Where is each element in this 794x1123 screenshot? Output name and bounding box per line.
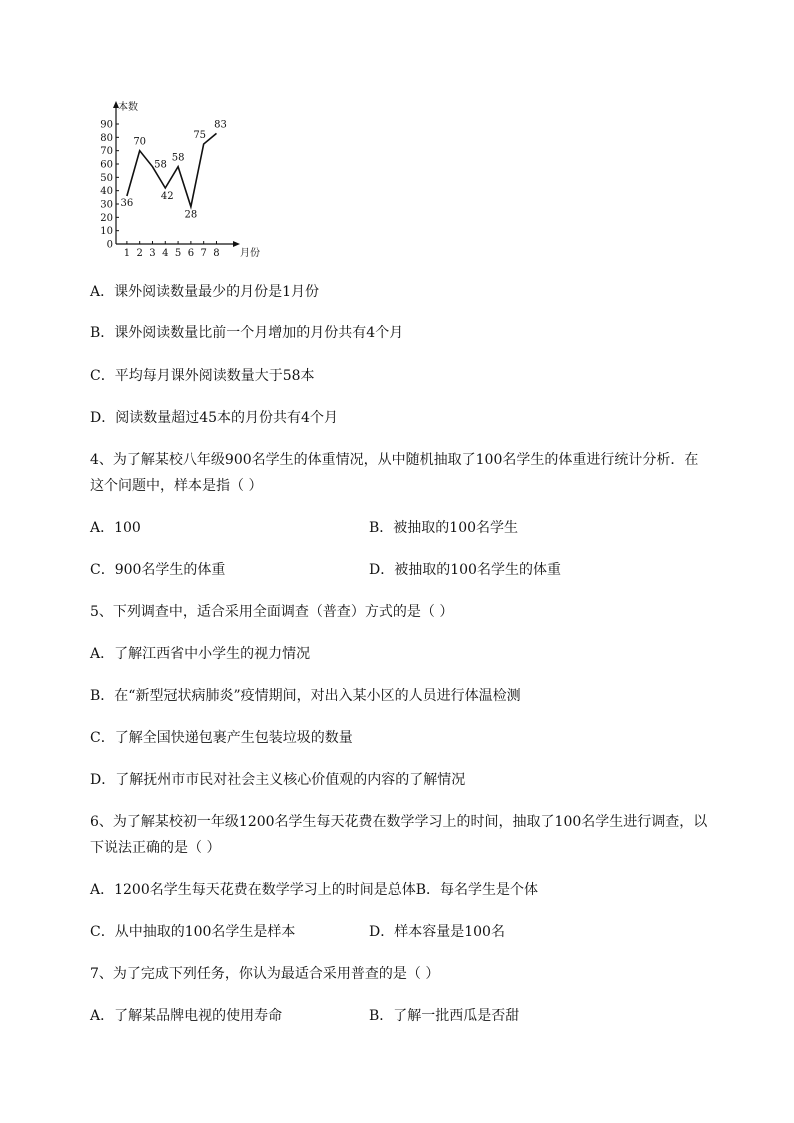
y-tick-label: 50	[100, 172, 113, 184]
y-tick-labels	[100, 120, 113, 251]
data-label: 70	[133, 136, 147, 148]
x-tick-label: 8	[213, 248, 220, 259]
q5-option-d: D．了解抚州市市民对社会主义核心价值观的内容的了解情况	[90, 772, 466, 788]
q4-option-c: C．900名学生的体重	[90, 562, 226, 578]
q7-option-b: B．了解一批西瓜是否甜	[369, 1008, 520, 1024]
y-tick-label: 20	[100, 212, 113, 224]
y-tick-label: 40	[100, 186, 113, 198]
q6-option-ab: A．1200名学生每天花费在数学学习上的时间是总体B．每名学生是个体	[90, 882, 539, 898]
x-tick-label: 7	[200, 248, 207, 259]
x-tick-label: 3	[149, 248, 156, 259]
y-tick-label: 30	[100, 199, 113, 211]
data-label: 36	[120, 198, 134, 209]
x-tick-label: 5	[174, 248, 182, 259]
y-tick-label: 90	[100, 119, 113, 131]
q5-option-b: B．在“新型冠状病肺炎”疫情期间，对出入某小区的人员进行体温检测	[90, 688, 521, 704]
x-axis-label: 月份	[240, 248, 260, 259]
y-axis-label: 本数	[118, 102, 138, 113]
q4-option-b: B．被抽取的100名学生	[369, 520, 519, 536]
q4-option-d: D．被抽取的100名学生的体重	[369, 562, 561, 578]
q4-stem-line1: 4、为了解某校八年级900名学生的体重情况，从中随机抽取了100名学生的体重进行统计分析．在	[90, 452, 699, 468]
x-tick-label: 1	[123, 248, 131, 259]
q3-option-d: D．阅读数量超过45本的月份共有4个月	[90, 410, 338, 426]
q6-option-d: D．样本容量是100名	[369, 924, 505, 940]
y-tick-label: 70	[100, 146, 113, 158]
q6-option-c: C．从中抽取的100名学生是样本	[90, 924, 296, 940]
x-tick-label: 6	[187, 248, 195, 259]
q6-stem-line2: 下说法正确的是（ ）	[90, 840, 221, 856]
y-tick-label: 60	[100, 159, 113, 171]
x-tick-labels	[124, 248, 220, 259]
y-tick-label: 0	[106, 239, 113, 251]
x-tick-label: 4	[162, 248, 169, 259]
q4-option-a: A．100	[90, 520, 141, 536]
q7-stem: 7、为了完成下列任务，你认为最适合采用普查的是（ ）	[90, 966, 440, 982]
data-label: 42	[160, 191, 174, 202]
data-label: 83	[214, 119, 227, 131]
line-chart	[100, 98, 260, 260]
data-labels	[121, 119, 227, 220]
data-label: 75	[193, 130, 207, 141]
q3-option-b: B．课外阅读数量比前一个月增加的月份共有4个月	[90, 325, 404, 341]
data-label: 28	[184, 209, 198, 221]
q3-option-a: A．课外阅读数量最少的月份是1月份	[90, 284, 320, 300]
q3-option-c: C．平均每月课外阅读数量大于58本	[90, 368, 315, 384]
q4-stem-line2: 这个问题中，样本是指（ ）	[90, 478, 263, 494]
data-label: 58	[154, 159, 167, 171]
y-tick-label: 10	[100, 226, 113, 238]
q6-stem-line1: 6、为了解某校初一年级1200名学生每天花费在数学学习上的时间，抽取了100名学生进行调查，以	[90, 814, 708, 830]
q5-option-c: C．了解全国快递包裹产生包装垃圾的数量	[90, 730, 353, 746]
x-axis-arrow	[233, 241, 240, 247]
x-tick-label: 2	[136, 248, 143, 259]
data-label: 58	[171, 152, 185, 164]
q5-option-a: A．了解江西省中小学生的视力情况	[90, 646, 311, 662]
q5-stem: 5、下列调查中，适合采用全面调查（普查）方式的是（ ）	[90, 604, 454, 620]
y-tick-label: 80	[100, 132, 113, 144]
q7-option-a: A．了解某品牌电视的使用寿命	[90, 1008, 283, 1024]
